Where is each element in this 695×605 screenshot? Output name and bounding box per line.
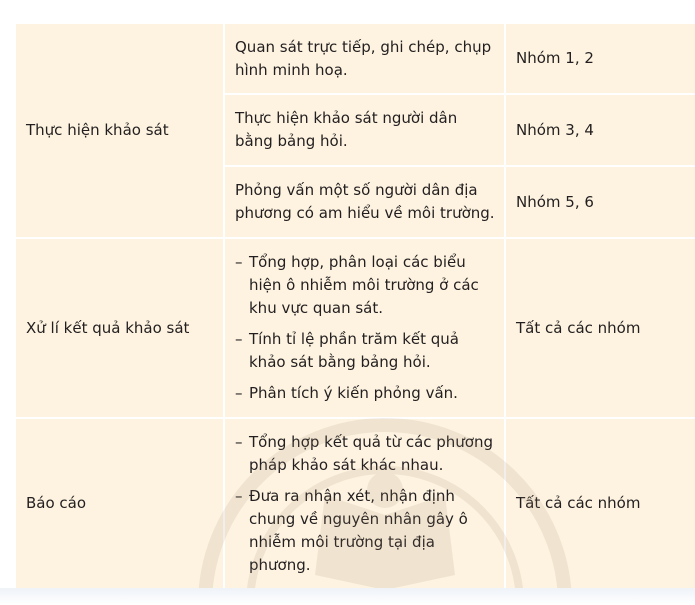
method-cell: Thực hiện khảo sát người dân bằng bảng hỏi. bbox=[224, 94, 505, 166]
task-cell-processing: Xử lí kết quả khảo sát bbox=[15, 238, 224, 418]
table-row bbox=[15, 23, 695, 94]
method-cell bbox=[224, 238, 505, 418]
list-item: – Tổng hợp, phân loại các biểu hiện ô nhiễm môi trường ở các khu vực quan sát. bbox=[235, 251, 498, 320]
bottom-band bbox=[0, 588, 695, 605]
list-item: – Tổng hợp kết quả từ các phương pháp khảo sát khác nhau. bbox=[235, 431, 498, 477]
method-cell: Phỏng vấn một số người dân địa phương có am hiểu về môi trường. bbox=[224, 166, 505, 238]
group-cell: Tất cả các nhóm bbox=[505, 418, 695, 589]
method-cell bbox=[224, 418, 505, 589]
group-cell: Nhóm 1, 2 bbox=[505, 23, 695, 94]
survey-plan-table bbox=[14, 22, 695, 590]
group-cell: Nhóm 3, 4 bbox=[505, 94, 695, 166]
bullet-list bbox=[235, 251, 498, 405]
group-cell: Nhóm 5, 6 bbox=[505, 166, 695, 238]
list-item: – Đưa ra nhận xét, nhận định chung về nguyên nhân gây ô nhiễm môi trường tại địa phương. bbox=[235, 485, 498, 577]
task-cell-survey: Thực hiện khảo sát bbox=[15, 23, 224, 238]
table-row bbox=[15, 238, 695, 418]
list-item: – Phân tích ý kiến phỏng vấn. bbox=[235, 382, 498, 405]
bullet-list bbox=[235, 431, 498, 577]
group-cell: Tất cả các nhóm bbox=[505, 238, 695, 418]
table-row bbox=[15, 418, 695, 589]
list-item: – Tính tỉ lệ phần trăm kết quả khảo sát bằng bảng hỏi. bbox=[235, 328, 498, 374]
method-cell: Quan sát trực tiếp, ghi chép, chụp hình minh hoạ. bbox=[224, 23, 505, 94]
task-cell-report: Báo cáo bbox=[15, 418, 224, 589]
